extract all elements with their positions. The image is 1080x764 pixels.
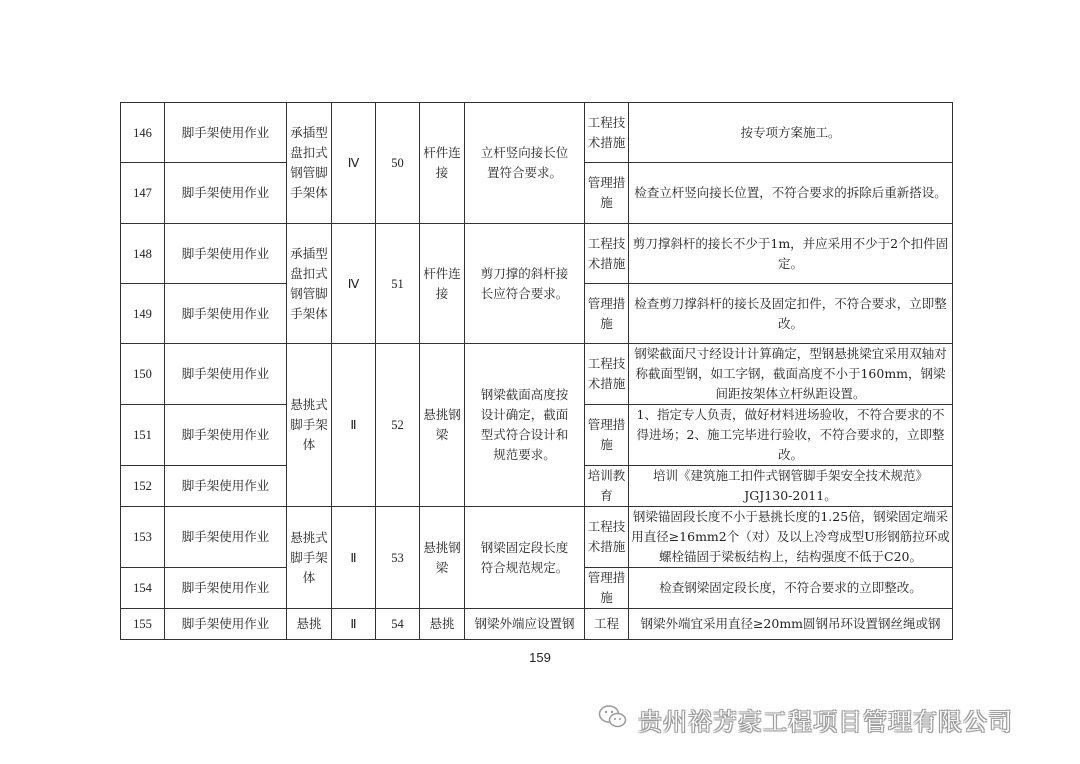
- measure-type: 管理措施: [585, 568, 629, 609]
- task-name: 脚手架使用作业: [165, 224, 287, 284]
- requirement: 钢梁固定段长度符合规范规定。: [465, 507, 585, 609]
- table-row: [121, 103, 953, 163]
- measure-text: 钢梁锚固段长度不小于悬挑长度的1.25倍，钢梁固定端采用直径≥16mm2个（对）及以上冷弯成型U形钢筋拉环或螺栓锚固于梁板结构上，结构强度不低于C20。: [629, 507, 953, 568]
- row-number: 150: [121, 344, 165, 405]
- task-name: 脚手架使用作业: [165, 405, 287, 466]
- requirement: 剪刀撑的斜杆接长应符合要求。: [465, 224, 585, 344]
- safety-measures-table: [120, 102, 953, 640]
- task-name: 脚手架使用作业: [165, 568, 287, 609]
- row-number: 149: [121, 284, 165, 344]
- task-name: 脚手架使用作业: [165, 103, 287, 163]
- measure-text: 钢梁截面尺寸经设计计算确定，型钢悬挑梁宜采用双轴对称截面型钢，如工字钢，截面高度不小于160mm，钢梁间距按架体立杆纵距设置。: [629, 344, 953, 405]
- row-number: 151: [121, 405, 165, 466]
- scaffold-type: 悬挑式脚手架体: [287, 507, 332, 609]
- row-number: 154: [121, 568, 165, 609]
- measure-type: 管理措施: [585, 163, 629, 224]
- risk-level: Ⅱ: [332, 507, 376, 609]
- risk-level: Ⅳ: [332, 103, 376, 224]
- page-number: 159: [529, 650, 551, 665]
- measure-text: 剪刀撑斜杆的接长不少于1m，并应采用不少于2个扣件固定。: [629, 224, 953, 284]
- item-code: 51: [376, 224, 420, 344]
- task-name: 脚手架使用作业: [165, 609, 287, 640]
- check-item: 悬挑: [420, 609, 465, 640]
- measure-type: 工程技术措施: [585, 344, 629, 405]
- row-number: 153: [121, 507, 165, 568]
- row-number: 147: [121, 163, 165, 224]
- task-name: 脚手架使用作业: [165, 507, 287, 568]
- measure-type: 工程: [585, 609, 629, 640]
- scaffold-type: 悬挑式脚手架体: [287, 344, 332, 507]
- row-number: 152: [121, 466, 165, 507]
- requirement: 钢梁外端应设置钢: [465, 609, 585, 640]
- task-name: 脚手架使用作业: [165, 466, 287, 507]
- item-code: 54: [376, 609, 420, 640]
- measure-text: 按专项方案施工。: [629, 103, 953, 163]
- measure-text: 培训《建筑施工扣件式钢管脚手架安全技术规范》JGJ130-2011。: [629, 466, 953, 507]
- watermark: [598, 704, 1013, 734]
- scaffold-type: 悬挑: [287, 609, 332, 640]
- measure-type: 培训教育: [585, 466, 629, 507]
- scaffold-type: 承插型盘扣式钢管脚手架体: [287, 224, 332, 344]
- measure-type: 工程技术措施: [585, 103, 629, 163]
- wechat-icon: [598, 704, 628, 734]
- requirement: 立杆竖向接长位置符合要求。: [465, 103, 585, 224]
- measure-type: 管理措施: [585, 405, 629, 466]
- measure-text: 1、指定专人负责，做好材料进场验收，不符合要求的不得进场；2、施工完毕进行验收，不符合要求的，立即整改。: [629, 405, 953, 466]
- table-row: [121, 609, 953, 640]
- watermark-text: 贵州裕芳豪工程项目管理有限公司: [638, 707, 1013, 736]
- measure-type: 工程技术措施: [585, 224, 629, 284]
- item-code: 53: [376, 507, 420, 609]
- risk-level: Ⅳ: [332, 224, 376, 344]
- measure-type: 管理措施: [585, 284, 629, 344]
- item-code: 50: [376, 103, 420, 224]
- measure-text: 检查钢梁固定段长度，不符合要求的立即整改。: [629, 568, 953, 609]
- scaffold-type: 承插型盘扣式钢管脚手架体: [287, 103, 332, 224]
- row-number: 148: [121, 224, 165, 284]
- measure-type: 工程技术措施: [585, 507, 629, 568]
- risk-level: Ⅱ: [332, 609, 376, 640]
- row-number: 146: [121, 103, 165, 163]
- check-item: 杆件连接: [420, 103, 465, 224]
- task-name: 脚手架使用作业: [165, 284, 287, 344]
- risk-level: Ⅱ: [332, 344, 376, 507]
- check-item: 悬挑钢梁: [420, 344, 465, 507]
- table-row: [121, 507, 953, 568]
- table-row: [121, 224, 953, 284]
- check-item: 杆件连接: [420, 224, 465, 344]
- task-name: 脚手架使用作业: [165, 344, 287, 405]
- task-name: 脚手架使用作业: [165, 163, 287, 224]
- requirement: 钢梁截面高度按设计确定，截面型式符合设计和规范要求。: [465, 344, 585, 507]
- measure-text: 钢梁外端宜采用直径≥20mm圆钢吊环设置钢丝绳或钢: [629, 609, 953, 640]
- item-code: 52: [376, 344, 420, 507]
- measure-text: 检查立杆竖向接长位置，不符合要求的拆除后重新搭设。: [629, 163, 953, 224]
- measure-text: 检查剪刀撑斜杆的接长及固定扣件，不符合要求，立即整改。: [629, 284, 953, 344]
- check-item: 悬挑钢梁: [420, 507, 465, 609]
- table-row: [121, 344, 953, 405]
- row-number: 155: [121, 609, 165, 640]
